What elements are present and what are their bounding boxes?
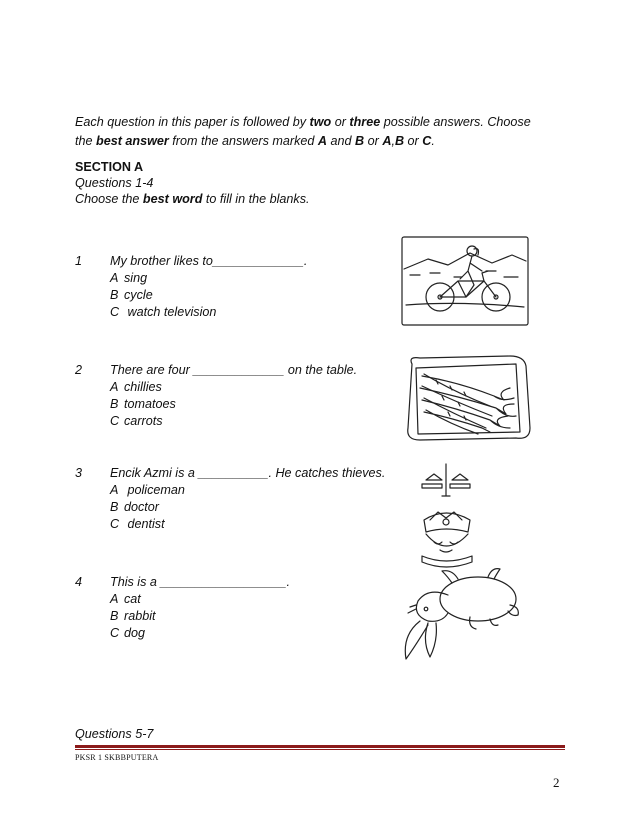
- intro-text: or: [331, 115, 350, 129]
- questions-range: Questions 1-4: [75, 176, 154, 190]
- option-a: [110, 482, 185, 499]
- question-stem: Encik Azmi is a __________. He catches thieves.: [110, 466, 386, 480]
- option-text: cycle: [124, 288, 153, 302]
- option-letter: B: [110, 288, 119, 302]
- option-b: [110, 499, 185, 516]
- option-a: [110, 591, 156, 608]
- intro-bold-letter: A: [317, 134, 327, 148]
- option-letter: B: [110, 609, 119, 623]
- option-letter: A: [110, 592, 119, 606]
- option-letter: A: [110, 380, 119, 394]
- question-stem: My brother likes to_____________.: [110, 254, 308, 268]
- option-text: policeman: [124, 483, 185, 497]
- option-text: sing: [124, 271, 148, 285]
- option-letter: B: [110, 500, 119, 514]
- instruction-bold: best word: [142, 192, 203, 206]
- option-text: tomatoes: [124, 397, 176, 411]
- question-number: 1: [75, 254, 83, 268]
- option-c: [110, 413, 176, 430]
- question-number: 4: [75, 575, 83, 589]
- question-stem: There are four _____________ on the table.: [110, 363, 358, 377]
- intro-bold-best-answer: best answer: [96, 134, 169, 148]
- option-text: dog: [124, 626, 146, 640]
- section-instruction: [75, 192, 310, 206]
- footer-text: PKSR 1 SKBBPUTERA: [75, 753, 159, 762]
- page-number: 2: [553, 775, 560, 790]
- question-options: [110, 270, 216, 321]
- option-letter: C: [110, 517, 120, 531]
- question-options: [110, 379, 176, 430]
- option-letter: B: [110, 397, 119, 411]
- intro-text: .: [431, 134, 435, 148]
- intro-bold-three: three: [349, 115, 381, 129]
- option-letter: C: [110, 305, 120, 319]
- intro-text: the: [75, 134, 97, 148]
- intro-text: ,: [391, 134, 395, 148]
- option-letter: A: [110, 483, 119, 497]
- footer-rule-thin: [75, 749, 565, 750]
- carrots-on-tray-illustration: [398, 352, 536, 444]
- option-text: rabbit: [124, 609, 156, 623]
- intro-text: and: [327, 134, 356, 148]
- intro-text: or: [404, 134, 423, 148]
- intro-text: from the answers marked: [168, 134, 318, 148]
- instruction-text: to fill in the blanks.: [202, 192, 310, 206]
- question-stem: This is a __________________.: [110, 575, 290, 589]
- option-text: carrots: [124, 414, 163, 428]
- intro-bold-letter: B: [394, 134, 405, 148]
- question-options: [110, 482, 185, 533]
- option-c: [110, 304, 216, 321]
- intro-text: possible answers. Choose: [380, 115, 531, 129]
- intro-bold-two: two: [309, 115, 332, 129]
- question-number: 2: [75, 363, 83, 377]
- option-letter: C: [110, 626, 120, 640]
- option-c: [110, 516, 185, 533]
- option-text: watch television: [124, 305, 217, 319]
- option-letter: C: [110, 414, 120, 428]
- intro-bold-letter: C: [422, 134, 432, 148]
- intro-bold-letter: B: [355, 134, 365, 148]
- option-letter: A: [110, 271, 119, 285]
- question-options: [110, 591, 156, 642]
- section-title: SECTION A: [75, 160, 144, 174]
- next-questions-range: Questions 5-7: [75, 727, 154, 741]
- instructions-paragraph: [75, 113, 575, 151]
- question-number: 3: [75, 466, 83, 480]
- option-text: cat: [124, 592, 141, 606]
- intro-bold-letter: A: [382, 134, 392, 148]
- intro-text: Each question in this paper is followed by: [75, 115, 310, 129]
- instruction-text: Choose the: [75, 192, 143, 206]
- option-text: dentist: [124, 517, 165, 531]
- option-text: chillies: [124, 380, 162, 394]
- footer-rule-thick: [75, 745, 565, 748]
- policeman-illustration: [412, 462, 482, 572]
- option-c: [110, 625, 156, 642]
- option-text: doctor: [124, 500, 160, 514]
- intro-text: or: [364, 134, 383, 148]
- option-a: [110, 270, 216, 287]
- rabbit-illustration: [398, 565, 524, 663]
- option-b: [110, 608, 156, 625]
- option-a: [110, 379, 176, 396]
- cyclist-illustration: [400, 235, 530, 327]
- option-b: [110, 396, 176, 413]
- option-b: [110, 287, 216, 304]
